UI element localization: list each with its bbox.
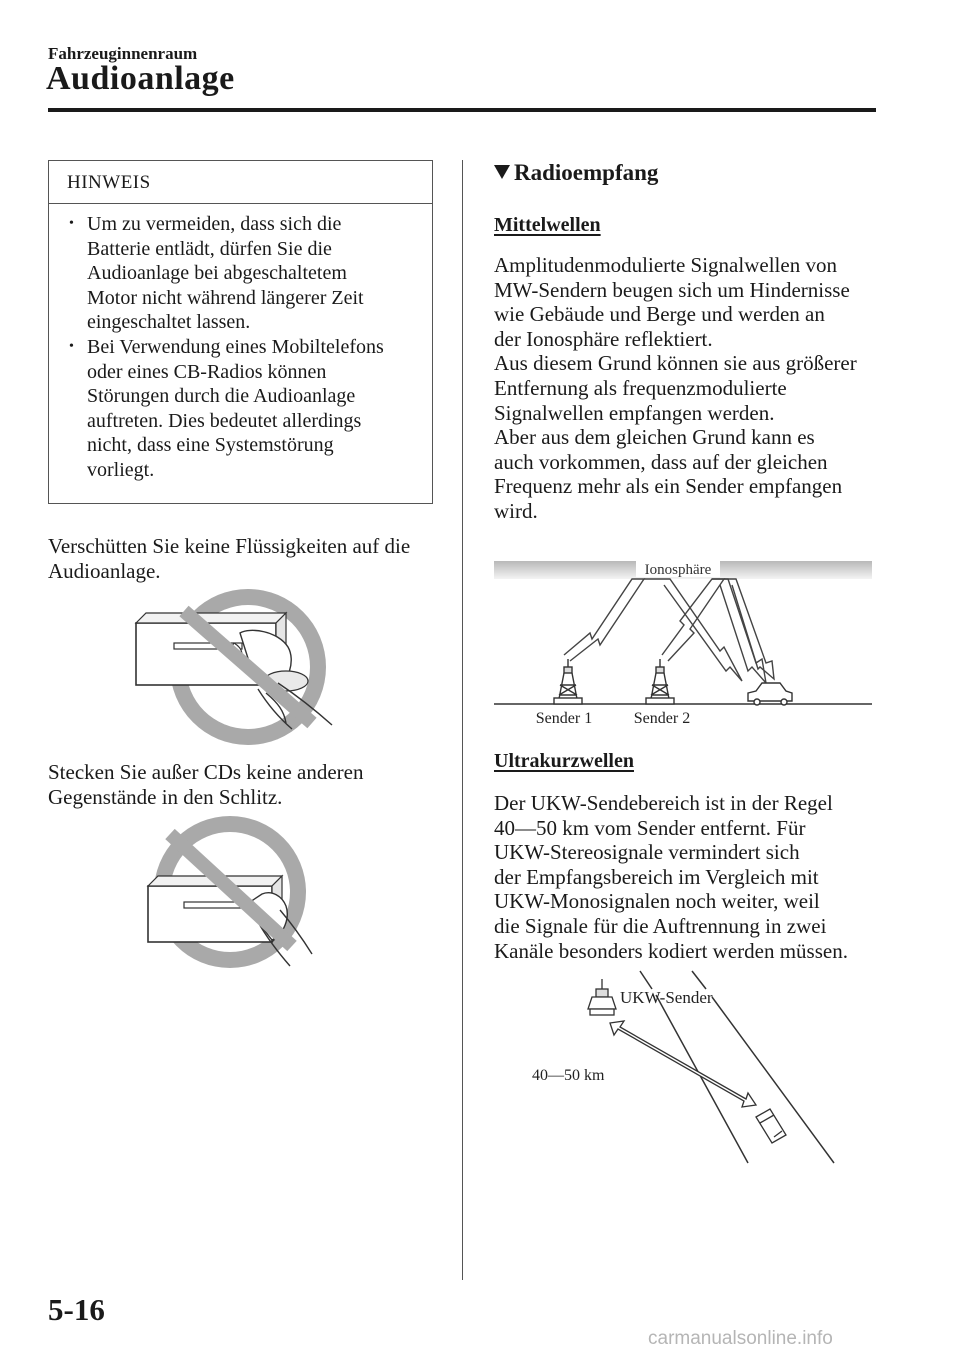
header-rule <box>48 108 876 112</box>
ukw-sender-label: UKW-Sender <box>620 988 713 1007</box>
distance-arrow <box>610 1021 756 1107</box>
text-line: Signalwellen empfangen werden. <box>494 400 775 425</box>
text-line: Amplitudenmodulierte Signalwellen von <box>494 253 837 277</box>
ionosphere-label: Ionosphäre <box>644 562 712 578</box>
text-line: wird. <box>494 498 538 523</box>
note-line: Motor nicht während längerer Zeit <box>87 286 364 309</box>
text-line: Aus diesem Grund können sie aus größerer <box>494 351 857 376</box>
note-line: eingeschaltet lassen. <box>87 311 251 334</box>
no-liquid-illustration <box>128 585 358 755</box>
no-objects-illustration <box>140 814 320 974</box>
text-line: der Empfangsbereich im Vergleich mit <box>494 864 819 889</box>
liquid-warning-text <box>48 534 448 583</box>
text-line: Gegenstände in den Schlitz. <box>48 784 283 809</box>
mw-text <box>494 253 894 524</box>
ukw-transmitter-icon <box>588 979 616 1015</box>
note-line: • Um zu vermeiden, dass sich die <box>87 213 342 235</box>
chapter-title: Audioanlage <box>46 60 235 97</box>
text-line: Verschütten Sie keine Flüssigkeiten auf die <box>48 534 411 558</box>
mw-reflection-diagram <box>494 555 874 735</box>
text-line: UKW-Stereosignale vermindert sich <box>494 840 800 865</box>
sender-1-tower-icon <box>554 659 582 704</box>
signal-waves <box>564 579 774 683</box>
section-title <box>494 160 658 186</box>
subheading-fm: Ultrakurzwellen <box>494 750 634 772</box>
note-list <box>49 204 432 483</box>
note-line: • Bei Verwendung eines Mobiltelefons <box>87 335 384 358</box>
note-line: Batterie entlädt, dürfen Sie die <box>87 237 332 260</box>
car-icon <box>748 683 792 705</box>
watermark: carmanualsonline.info <box>648 1328 833 1349</box>
text-line: 40—50 km vom Sender entfernt. Für <box>494 815 806 840</box>
note-line: auftreten. Dies bedeutet allerdings <box>87 409 362 432</box>
column-divider <box>462 160 463 1280</box>
note-line: vorliegt. <box>87 458 155 481</box>
text-line: auch vorkommen, dass auf der gleichen <box>494 449 828 474</box>
text-line: MW-Sendern beugen sich um Hindernisse <box>494 277 850 302</box>
text-line: wie Gebäude und Berge und werden an <box>494 302 825 327</box>
sender-1-label: Sender 1 <box>535 710 593 727</box>
text-line: Frequenz mehr als ein Sender empfangen <box>494 474 843 499</box>
note-box <box>48 160 433 504</box>
triangle-marker-icon <box>494 165 510 179</box>
text-line: der Ionosphäre reflektiert. <box>494 326 713 351</box>
text-line: UKW-Monosignalen noch weiter, weil <box>494 889 820 914</box>
section-title-text: Radioempfang <box>514 160 659 185</box>
fm-text <box>494 791 894 963</box>
note-line: Störungen durch die Audioanlage <box>87 385 356 408</box>
distance-label: 40—50 km <box>532 1067 605 1084</box>
car-icon <box>756 1109 786 1143</box>
note-heading: HINWEIS <box>49 161 432 204</box>
subheading-mw: Mittelwellen <box>494 214 601 236</box>
note-item <box>67 335 424 483</box>
text-line: Kanäle besonders kodiert werden müssen. <box>494 938 848 963</box>
page-number: 5-16 <box>48 1292 105 1327</box>
text-line: Entfernung als frequenzmodulierte <box>494 375 787 400</box>
fm-range-diagram <box>494 965 854 1175</box>
slot-warning-text <box>48 760 448 809</box>
note-line: nicht, dass eine Systemstörung <box>87 434 334 457</box>
text-line: die Signale für die Auftrennung in zwei <box>494 913 827 938</box>
text-line: Aber aus dem gleichen Grund kann es <box>494 425 815 450</box>
note-line: oder eines CB-Radios können <box>87 360 327 383</box>
text-line: Stecken Sie außer CDs keine anderen <box>48 760 364 784</box>
text-line: Audioanlage. <box>48 558 161 583</box>
note-line: Audioanlage bei abgeschaltetem <box>87 262 347 285</box>
sender-2-label: Sender 2 <box>633 710 691 727</box>
note-item <box>67 212 424 335</box>
section-label: Fahrzeuginnenraum <box>48 44 198 63</box>
text-line: Der UKW-Sendebereich ist in der Regel <box>494 791 833 815</box>
sender-2-tower-icon <box>646 659 674 704</box>
